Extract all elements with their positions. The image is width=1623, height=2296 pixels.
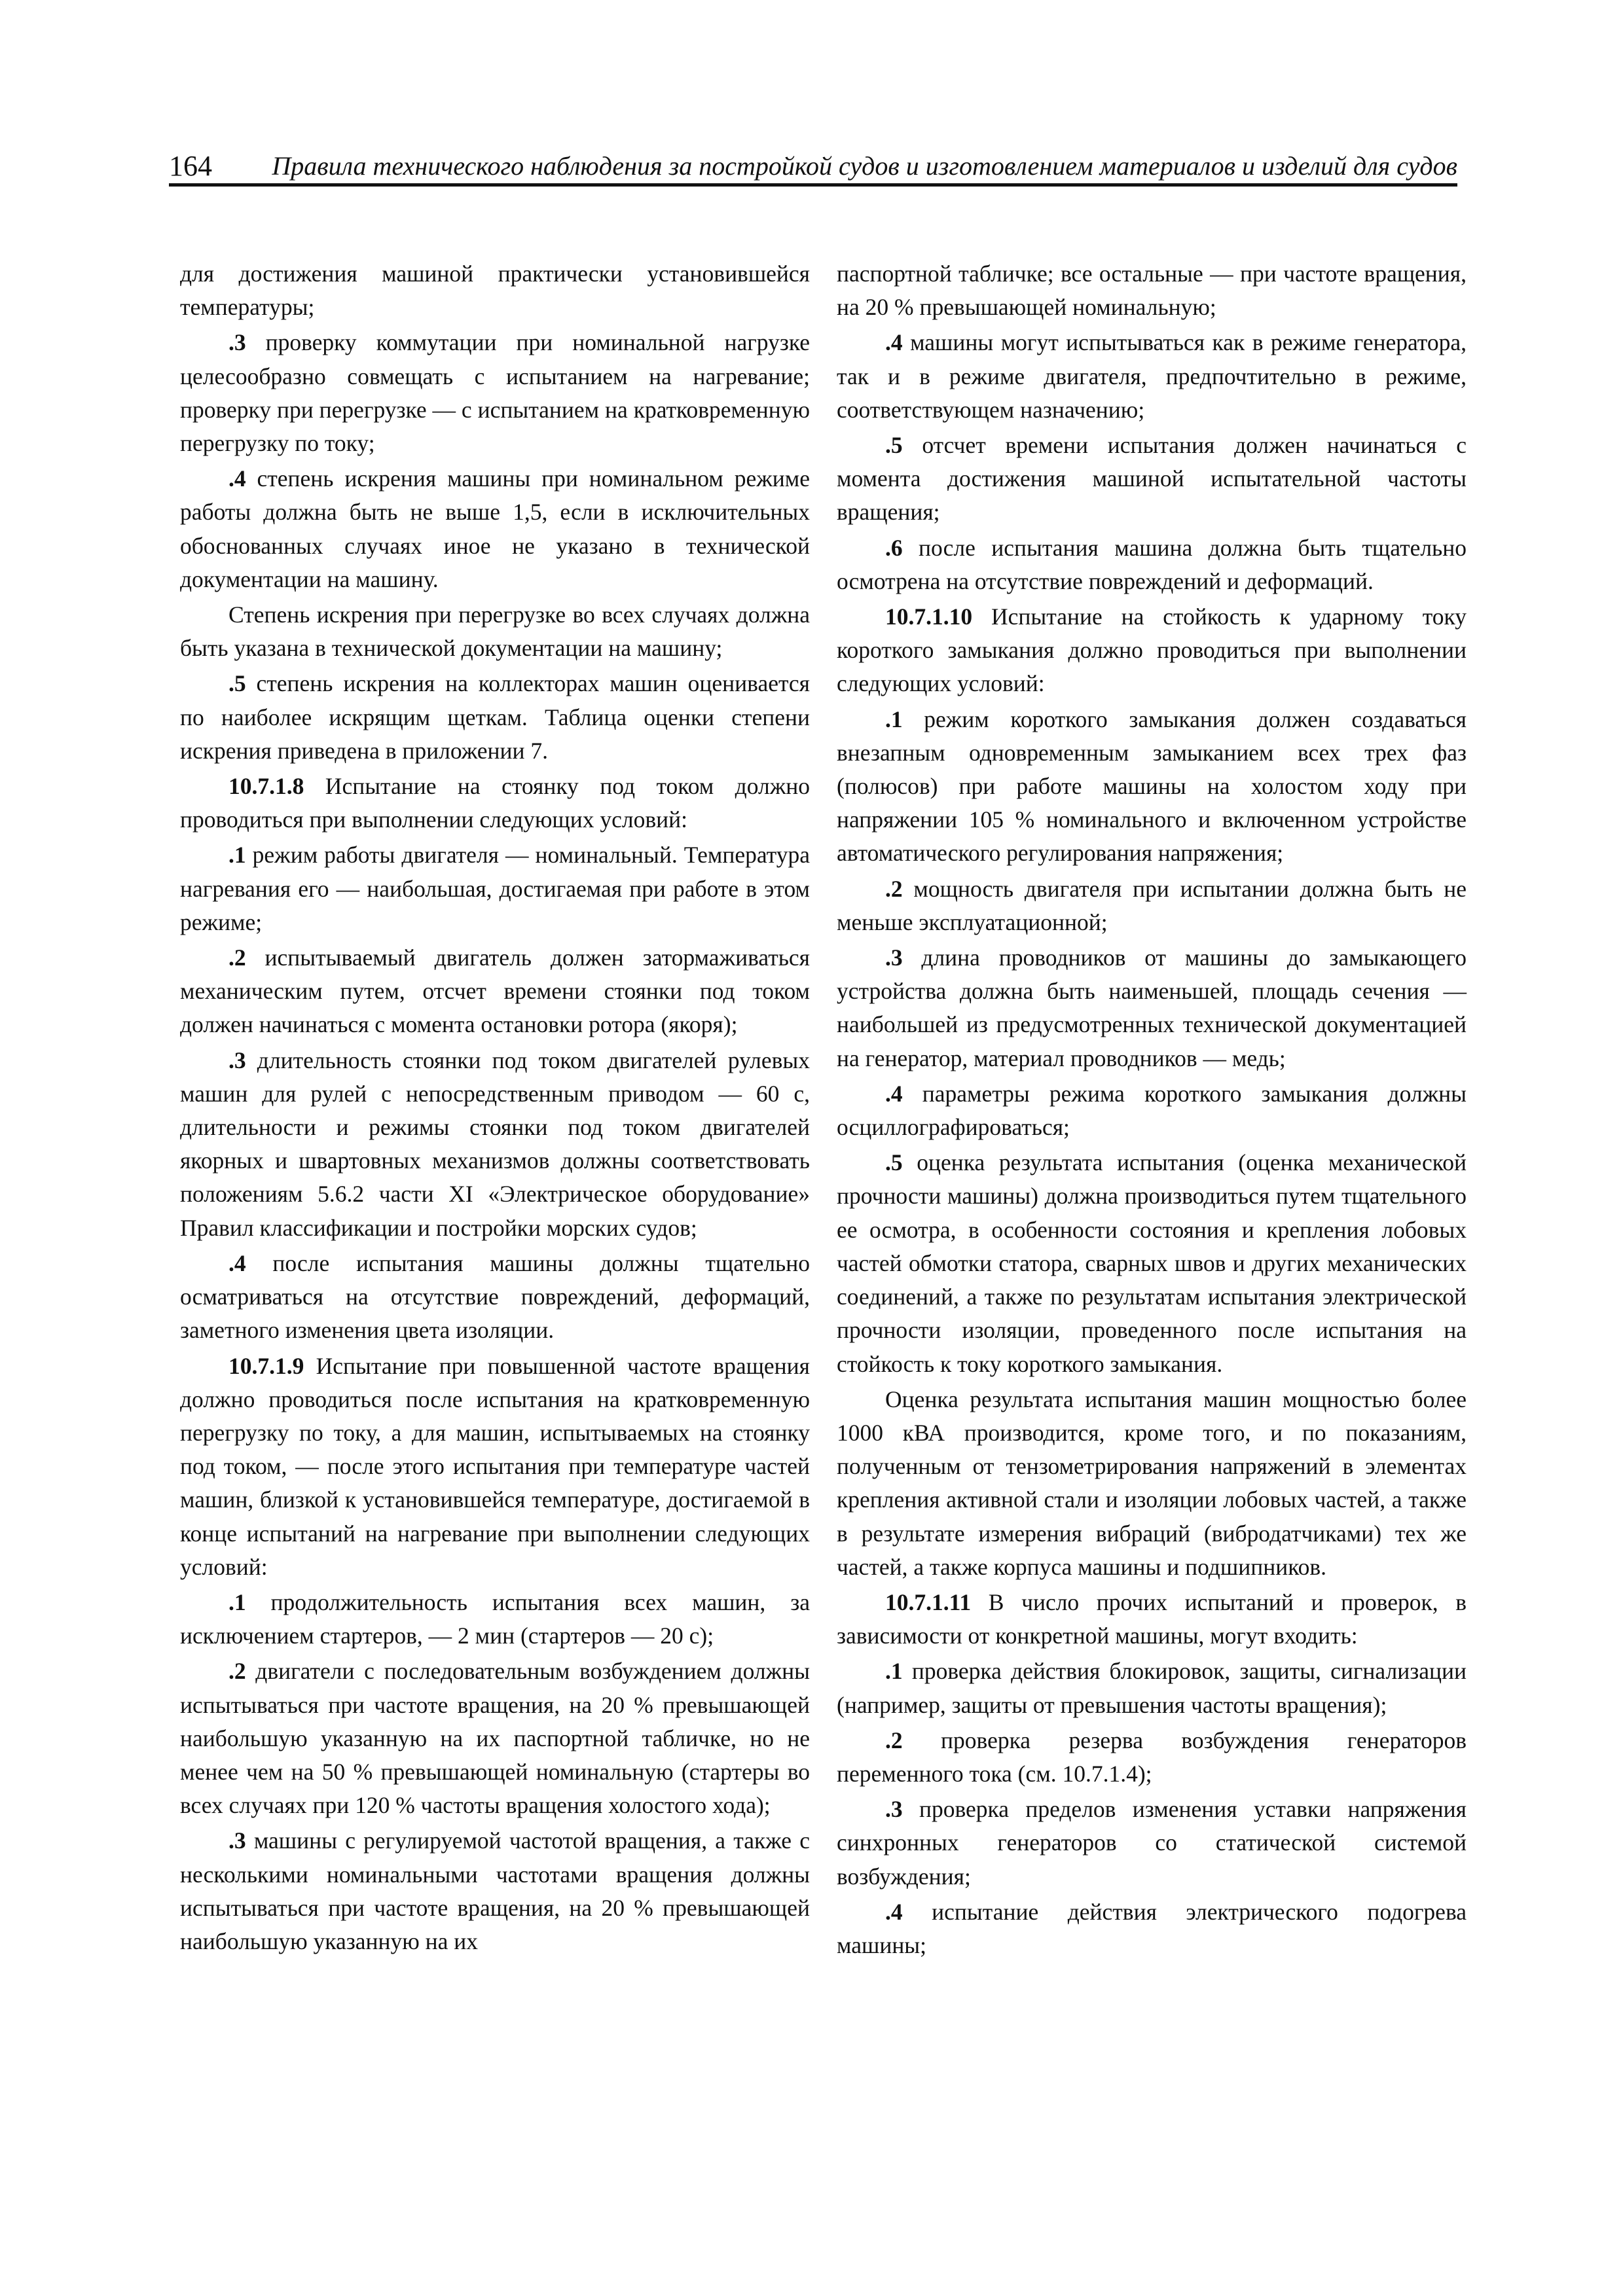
paragraph-text: проверку коммутации при номинальной нагрузке целесообразно совмещать с испытанием на нагревание; проверку при перегрузке — с испытанием на кратковременную перегрузку по току; <box>180 329 810 457</box>
paragraph-text: параметры режима короткого замыкания должны осциллографироваться; <box>837 1080 1467 1141</box>
paragraph-text: после испытания машины должны тщательно осматриваться на отсутствие повреждений, деформаций, заметного изменения цвета изоляции. <box>180 1249 810 1344</box>
clause-number: .2 <box>228 944 246 971</box>
clause-number: .4 <box>885 1080 903 1107</box>
clause-number: .6 <box>885 534 903 561</box>
paragraph-text: после испытания машина должна быть тщательно осмотрена на отсутствие повреждений и деформаций. <box>837 534 1467 594</box>
paragraph-text: испытываемый двигатель должен затормаживаться механическим путем, отсчет времени стоянки под током должен начинаться с момента остановки ротора (якоря); <box>180 944 810 1038</box>
paragraph-text: Испытание на стойкость к ударному току короткого замыкания должно проводиться при выполнении следующих условий: <box>837 603 1467 697</box>
clause-number: .4 <box>885 1898 903 1925</box>
paragraph-text: продолжительность испытания всех машин, за исключением стартеров, — 2 мин (стартеров — 20 с); <box>180 1588 810 1649</box>
paragraph <box>180 1586 810 1653</box>
paragraph-text: проверка пределов изменения уставки напряжения синхронных генераторов со статической системой возбуждения; <box>837 1796 1467 1890</box>
paragraph-text: длительность стоянки под током двигателей рулевых машин для рулей с непосредственным приводом — 60 с, длительности и режимы стоянки под током двигателей якорных и швартовных механизмов должны соответствовать положениям 5.6.2 части XI «Электрическое оборудование» Правил классификации и постройки морских судов; <box>180 1047 810 1241</box>
paragraph-text: степень искрения на коллекторах машин оценивается по наиболее искрящим щеткам. Таблица оценки степени искрения приведена в приложении 7. <box>180 670 810 764</box>
clause-number: .3 <box>228 329 246 356</box>
paragraph <box>180 667 810 768</box>
paragraph-text: режим короткого замыкания должен создаваться внезапным одновременным замыканием всех трех фаз (полюсов) при работе машины на холостом ходу при напряжении 105 % номинального и включенном устройстве автоматического регулирования напряжения; <box>837 706 1467 867</box>
paragraph <box>837 872 1467 939</box>
running-title: Правила технического наблюдения за постройкой судов и изготовлением материалов и изделий для судов <box>272 151 1457 181</box>
paragraph <box>180 770 810 836</box>
paragraph <box>837 257 1467 324</box>
paragraph-text: отсчет времени испытания должен начинаться с момента достижения машиной испытательной частоты вращения; <box>837 432 1467 526</box>
clause-number: .3 <box>885 1796 903 1823</box>
paragraph-text: машины могут испытываться как в режиме генератора, так и в режиме двигателя, предпочтительно в режиме, соответствующем назначению; <box>837 329 1467 423</box>
paragraph <box>180 1350 810 1584</box>
clause-number: .5 <box>885 1149 903 1176</box>
paragraph <box>837 703 1467 870</box>
paragraph <box>180 838 810 939</box>
paragraph <box>837 1895 1467 1962</box>
paragraph <box>837 1077 1467 1144</box>
paragraph-text: испытание действия электрического подогрева машины; <box>837 1898 1467 1958</box>
clause-number: 10.7.1.9 <box>228 1352 304 1379</box>
paragraph <box>180 1044 810 1245</box>
paragraph-text: Испытание при повышенной частоте вращения должно проводиться после испытания на кратковременную перегрузку по току, а для машин, испытываемых на стоянку под током, — после этого испытания при температуре частей машин, близкой к установившейся температуре, достигаемой в конце испытаний на нагревание при выполнении следующих условий: <box>180 1352 810 1580</box>
page-header <box>169 145 1457 183</box>
paragraph-text: для достижения машиной практически установившейся температуры; <box>180 260 810 321</box>
clause-number: 10.7.1.10 <box>885 603 973 630</box>
paragraph <box>837 1586 1467 1653</box>
clause-number: .1 <box>885 1658 903 1685</box>
clause-number: .1 <box>228 1588 246 1615</box>
paragraph <box>180 941 810 1042</box>
paragraph <box>837 1793 1467 1893</box>
clause-number: .4 <box>228 1249 246 1276</box>
clause-number: .2 <box>228 1658 246 1685</box>
paragraph-text: мощность двигателя при испытании должна быть не меньше эксплуатационной; <box>837 875 1467 935</box>
header-rule <box>169 183 1457 187</box>
clause-number: .3 <box>885 944 903 971</box>
paragraph <box>837 429 1467 529</box>
left-column <box>180 257 810 1960</box>
paragraph <box>837 1383 1467 1584</box>
paragraph-text: двигатели с последовательным возбуждением должны испытываться при частоте вращения, на 20 % превышающей наибольшую указанную на их паспортной табличке, но не менее чем на 50 % превышающей номинальную (стартеры во всех случаях при 120 % частоты вращения холостого хода); <box>180 1658 810 1819</box>
paragraph <box>180 257 810 324</box>
clause-number: 10.7.1.8 <box>228 773 304 800</box>
clause-number: .3 <box>228 1827 246 1854</box>
paragraph-text: машины с регулируемой частотой вращения, а также с несколькими номинальными частотами вращения должны испытываться при частоте вращения, на 20 % превышающей наибольшую указанную на их <box>180 1827 810 1954</box>
paragraph <box>837 600 1467 701</box>
paragraph-text: паспортной табличке; все остальные — при частоте вращения, на 20 % превышающей номинальную; <box>837 260 1467 321</box>
paragraph <box>837 531 1467 598</box>
paragraph <box>837 1146 1467 1380</box>
paragraph <box>837 1655 1467 1721</box>
right-column <box>837 257 1467 1964</box>
clause-number: .2 <box>885 875 903 902</box>
paragraph-text: оценка результата испытания (оценка механической прочности машины) должна производиться путем тщательного ее осмотра, в особенности состояния и крепления лобовых частей обмотки статора, сварных швов и других механических соединений, а также по результатам испытания электрической прочности изоляции, проведенного после испытания на стойкость к току короткого замыкания. <box>837 1149 1467 1377</box>
paragraph-text: длина проводников от машины до замыкающего устройства должна быть наименьшей, площадь сечения — наибольшей из предусмотренных технической документацией на генератор, материал проводников — медь; <box>837 944 1467 1071</box>
clause-number: .2 <box>885 1727 903 1753</box>
clause-number: 10.7.1.11 <box>885 1588 972 1615</box>
paragraph <box>837 1724 1467 1791</box>
paragraph <box>180 1655 810 1822</box>
page-number: 164 <box>169 150 212 182</box>
paragraph-text: Испытание на стоянку под током должно проводиться при выполнении следующих условий: <box>180 773 810 833</box>
paragraph <box>837 326 1467 427</box>
clause-number: .3 <box>228 1047 246 1073</box>
paragraph <box>180 326 810 460</box>
paragraph-text: проверка действия блокировок, защиты, сигнализации (например, защиты от превышения частоты вращения); <box>837 1658 1467 1718</box>
paragraph <box>180 1824 810 1958</box>
clause-number: .5 <box>885 432 903 459</box>
paragraph <box>837 941 1467 1075</box>
paragraph <box>180 1247 810 1348</box>
paragraph-text: степень искрения машины при номинальном режиме работы должна быть не выше 1,5, если в исключительных обоснованных случаях иное не указано в технической документации на машину. <box>180 465 810 592</box>
clause-number: .4 <box>885 329 903 356</box>
clause-number: .1 <box>885 706 903 732</box>
paragraph <box>180 598 810 665</box>
paragraph-text: В число прочих испытаний и проверок, в зависимости от конкретной машины, могут входить: <box>837 1588 1467 1649</box>
paragraph-text: режим работы двигателя — номинальный. Температура нагревания его — наибольшая, достигаемая при работе в этом режиме; <box>180 842 810 935</box>
clause-number: .4 <box>228 465 246 492</box>
paragraph-text: проверка резерва возбуждения генераторов переменного тока (см. 10.7.1.4); <box>837 1727 1467 1787</box>
paragraph <box>180 462 810 596</box>
clause-number: .5 <box>228 670 246 697</box>
clause-number: .1 <box>228 842 246 869</box>
paragraph-text: Степень искрения при перегрузке во всех случаях должна быть указана в технической документации на машину; <box>180 601 810 662</box>
paragraph-text: Оценка результата испытания машин мощностью более 1000 кВА производится, кроме того, и по показаниям, полученным от тензометрирования напряжений в элементах крепления активной стали и изоляции лобовых частей, а также в результате измерения вибраций (вибродатчиками) тех же частей, а также корпуса машины и подшипников. <box>837 1386 1467 1580</box>
